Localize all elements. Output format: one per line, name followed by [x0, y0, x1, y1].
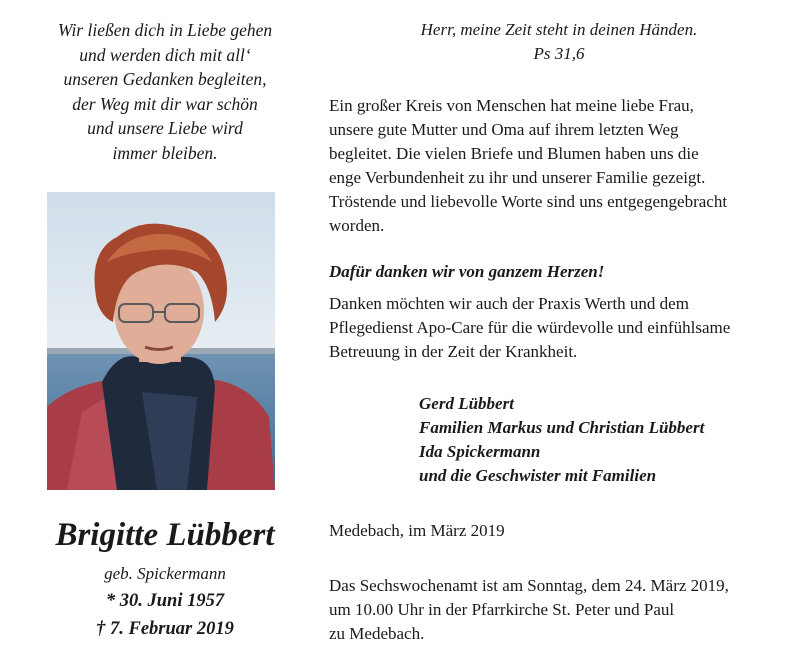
paragraph-line: begleitet. Die vielen Briefe und Blumen haben uns die [329, 144, 699, 163]
thanks-heading: Dafür danken wir von ganzem Herzen! [329, 262, 605, 281]
paragraph-line: Ein großer Kreis von Menschen hat meine liebe Frau, [329, 96, 694, 115]
poem-line: der Weg mit dir war schön [72, 93, 258, 114]
paragraph-line: worden. [329, 216, 385, 235]
care-paragraph [329, 292, 789, 364]
maiden-name: geb. Spickermann [104, 564, 226, 583]
poem-line: Wir ließen dich in Liebe gehen [57, 20, 273, 40]
poem-line: und werden dich mit all‘ [79, 44, 251, 65]
paragraph-line: unsere gute Mutter und Oma auf ihrem letzten Weg [329, 120, 679, 139]
signer: Ida Spickermann [419, 442, 541, 461]
paragraph-line: Pflegedienst Apo-Care für die würdevolle und einfühlsame [329, 318, 731, 337]
quote-text: Herr, meine Zeit steht in deinen Händen. [420, 20, 698, 39]
signer: und die Geschwister mit Familien [419, 466, 657, 485]
service-line: zu Medebach. [329, 624, 425, 643]
poem-line: immer bleiben. [112, 142, 218, 163]
birth-date: * 30. Juni 1957 [105, 591, 225, 611]
right-column [329, 18, 789, 643]
paragraph-line: enge Verbundenheit zu ihr und unserer Familie gezeigt. [329, 168, 706, 187]
signer: Familien Markus und Christian Lübbert [419, 418, 705, 437]
service-line: Das Sechswochenamt ist am Sonntag, dem 24. März 2019, [329, 576, 729, 595]
poem-line: unseren Gedanken begleiten, [63, 69, 267, 89]
death-date: † 7. Februar 2019 [96, 619, 234, 639]
portrait-photo [47, 192, 275, 490]
poem [20, 18, 310, 165]
bible-quote [329, 18, 789, 66]
thanks-paragraph [329, 94, 789, 238]
paragraph-line: Tröstende und liebevolle Worte sind uns entgegengebracht [329, 192, 728, 211]
quote-source: Ps 31,6 [533, 44, 585, 63]
paragraph-line: Betreuung in der Zeit der Krankheit. [329, 342, 578, 361]
deceased-name: Brigitte Lübbert [55, 517, 275, 553]
poem-line: und unsere Liebe wird [87, 118, 243, 138]
service-line: um 10.00 Uhr in der Pfarrkirche St. Peter und Paul [329, 600, 675, 619]
signers [419, 392, 704, 488]
service-notice [329, 574, 789, 646]
signer: Gerd Lübbert [419, 394, 514, 413]
paragraph-line: Danken möchten wir auch der Praxis Werth und dem [329, 294, 689, 313]
left-column [20, 18, 310, 165]
place-date: Medebach, im März 2019 [329, 521, 505, 540]
